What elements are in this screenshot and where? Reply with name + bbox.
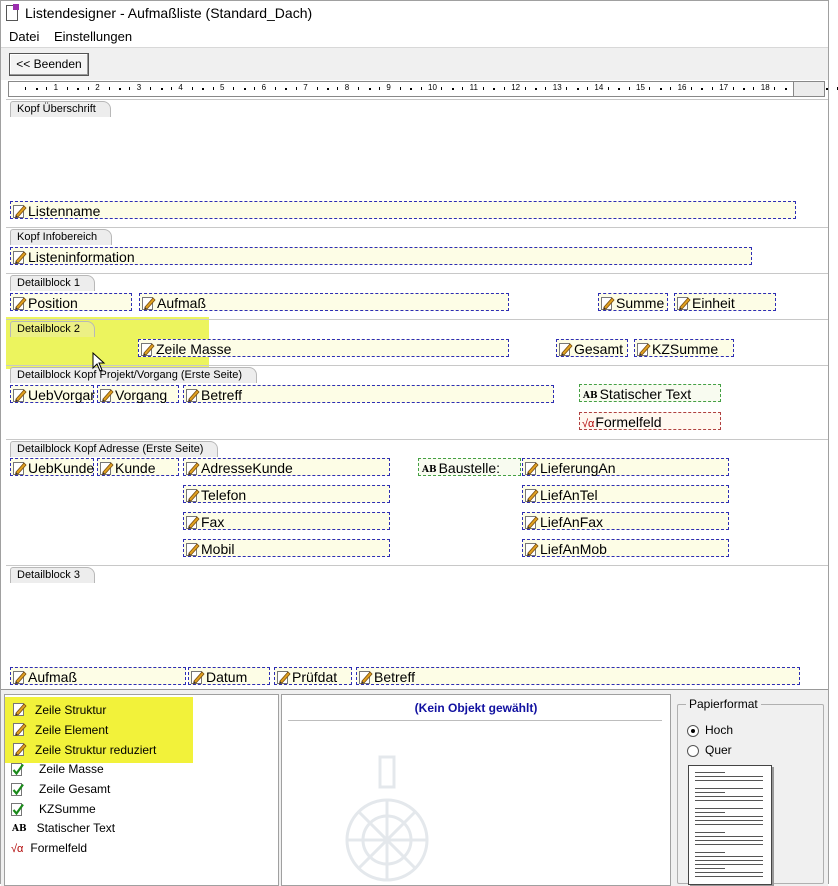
radio-quer[interactable] [687, 745, 699, 757]
pen-icon [13, 296, 27, 310]
ruler-number: 7 [303, 83, 308, 92]
ruler-tick [410, 88, 412, 90]
ruler-tick [462, 87, 463, 90]
ruler-number: 18 [760, 83, 770, 92]
ruler-number: 17 [719, 83, 729, 92]
field-kunde[interactable] [97, 458, 179, 476]
menu-datei[interactable]: Datei [9, 29, 40, 44]
field-kzsumme[interactable] [634, 339, 734, 357]
ruler-tick [77, 88, 79, 90]
paper-line [695, 792, 725, 793]
ruler-tick [129, 87, 130, 90]
ruler-tick [587, 87, 588, 90]
formula-icon: √α [582, 418, 595, 430]
paper-line [695, 872, 763, 873]
ruler-number: 13 [552, 83, 562, 92]
ruler-tick [608, 87, 609, 90]
ab-icon: AB [583, 391, 598, 401]
ruler-tick [712, 87, 713, 90]
field-d3-aufmass[interactable] [10, 667, 186, 685]
beenden-button[interactable]: << Beenden [9, 53, 89, 76]
paper-line [695, 852, 725, 853]
field-d3-datum[interactable] [188, 667, 270, 685]
ab-icon: AB [12, 824, 27, 834]
field-label: Telefon [201, 487, 247, 503]
paper-line [695, 800, 763, 801]
field-uebkunde[interactable] [10, 458, 94, 476]
field-label: LieferungAn [540, 460, 616, 476]
ruler-tick [774, 87, 775, 90]
papierformat-group [677, 697, 824, 884]
tree-item-label: KZSumme [39, 802, 96, 816]
ruler-tick [296, 87, 297, 90]
menu-bar [1, 27, 828, 47]
ruler-tick [213, 87, 214, 90]
ruler-tick [670, 87, 671, 90]
ruler-number: 2 [95, 83, 100, 92]
ruler-tick [660, 88, 662, 90]
field-d3-pruefdatum[interactable] [274, 667, 352, 685]
paper-line [695, 816, 763, 817]
paper-line [695, 824, 763, 825]
field-label: Kunde [115, 460, 156, 476]
tree-item-zeile-struktur-reduziert[interactable] [11, 741, 156, 759]
tree-item-formelfeld[interactable] [11, 839, 87, 857]
tree-item-statischer-text[interactable] [11, 819, 115, 837]
band-kopf-adresse[interactable] [6, 439, 828, 457]
ruler-tick [25, 87, 26, 90]
tree-item-zeile-gesamt[interactable] [11, 780, 110, 798]
field-label: Gesamt [574, 341, 624, 357]
ruler-tick [525, 87, 526, 90]
pen-icon [13, 250, 27, 264]
tree-item-label: Zeile Struktur reduziert [35, 743, 157, 757]
ruler-tick [566, 87, 567, 90]
ruler-tick [504, 87, 505, 90]
ruler-number: 15 [636, 83, 645, 92]
field-label: Prüfdat [292, 669, 338, 685]
ruler-tick [327, 88, 329, 90]
pen-icon [100, 388, 114, 402]
band-tab[interactable]: Detailblock 2 [10, 321, 95, 337]
element-tree[interactable] [4, 694, 279, 886]
check-icon [11, 762, 25, 776]
pen-icon [13, 742, 27, 756]
ruler-number: 16 [677, 83, 687, 92]
band-tab[interactable]: Detailblock 1 [10, 275, 95, 291]
ruler-tick [202, 88, 204, 90]
ruler-tick [254, 87, 255, 90]
tree-item-label: Zeile Element [35, 723, 109, 737]
band-detailblock-3[interactable] [6, 565, 828, 583]
pen-icon [13, 702, 27, 716]
ruler-tick [733, 87, 734, 90]
field-label: Betreff [201, 387, 242, 403]
paper-line [695, 812, 725, 813]
pen-icon [525, 488, 539, 502]
pen-icon [13, 204, 27, 218]
field-label: Aufmaß [28, 669, 78, 685]
tree-item-label: Zeile Gesamt [39, 782, 111, 796]
ruler-number: 5 [220, 83, 225, 92]
ruler-tick [285, 88, 287, 90]
ruler-tick [618, 88, 620, 90]
pen-icon [525, 515, 539, 529]
tree-item-kzsumme[interactable] [11, 800, 96, 818]
pen-icon [142, 296, 156, 310]
field-uebvorgang[interactable] [10, 385, 94, 403]
pen-icon [559, 342, 573, 356]
paper-line [695, 844, 763, 845]
pen-icon [186, 542, 200, 556]
ruler-tick [244, 88, 246, 90]
ruler-tick [88, 87, 89, 90]
bottom-panel [1, 689, 828, 886]
field-statischer-text[interactable] [579, 384, 721, 402]
band-tab[interactable]: Detailblock Kopf Adresse (Erste Seite) [10, 441, 218, 457]
field-label: Datum [206, 669, 248, 685]
ruler-number: 1 [53, 83, 59, 92]
band-detailblock-1[interactable] [6, 273, 828, 291]
menu-einstellungen[interactable]: Einstellungen [54, 29, 133, 44]
papierformat-legend: Papierformat [686, 697, 761, 711]
field-label: LiefAnFax [540, 514, 604, 530]
pen-icon [13, 722, 27, 736]
pen-icon [186, 388, 200, 402]
field-label: Listeninformation [28, 249, 135, 265]
field-position[interactable] [10, 293, 132, 311]
field-gesamt[interactable] [556, 339, 628, 357]
band-detailblock-2[interactable] [6, 319, 828, 337]
field-label: Mobil [201, 541, 235, 557]
ruler-tick [577, 88, 579, 90]
field-einheit[interactable] [674, 293, 776, 311]
pen-icon [13, 388, 27, 402]
paper-line [695, 788, 763, 789]
ruler-tick [629, 87, 630, 90]
ruler-tick [161, 88, 163, 90]
ruler-tick [275, 87, 276, 90]
field-label: Vorgang [115, 387, 168, 403]
paper-line [695, 796, 763, 797]
field-label: Formelfeld [595, 414, 662, 430]
paper-line [695, 776, 763, 777]
field-liefantel[interactable] [522, 485, 729, 503]
ruler-tick [421, 87, 422, 90]
field-label: LiefAnMob [540, 541, 607, 557]
pen-icon [277, 670, 291, 684]
paper-line [695, 836, 763, 837]
paper-line [695, 868, 725, 869]
tree-item-label: Statischer Text [36, 821, 116, 835]
paper-line [695, 876, 763, 877]
ruler-tick [701, 88, 703, 90]
ruler-tick [826, 88, 828, 90]
ruler-tick [837, 87, 838, 90]
tree-item-zeile-masse[interactable] [11, 760, 104, 778]
ruler-number: 9 [386, 83, 391, 92]
tree-item-label: Zeile Masse [39, 762, 104, 776]
radio-hoch[interactable] [687, 725, 699, 737]
ruler-tick [233, 87, 234, 90]
ruler-number: 3 [136, 83, 142, 92]
field-label: Zeile Masse [156, 341, 232, 357]
pen-icon [186, 515, 200, 529]
app-icon [6, 5, 18, 21]
pen-icon [191, 670, 205, 684]
check-icon [11, 782, 25, 796]
band-tab[interactable]: Detailblock 3 [10, 567, 95, 583]
band-tab[interactable]: Detailblock Kopf Projekt/Vorgang (Erste Seite) [10, 367, 257, 383]
pen-icon [141, 342, 155, 356]
field-baustelle[interactable] [418, 458, 521, 476]
field-formelfeld[interactable] [579, 412, 721, 430]
field-mobil[interactable] [183, 539, 390, 557]
paper-line [695, 820, 763, 821]
field-label: LiefAnTel [540, 487, 598, 503]
tree-item-zeile-element[interactable] [11, 721, 108, 739]
pen-icon [186, 488, 200, 502]
ruler-tick [192, 87, 193, 90]
band-kopf-ueberschrift[interactable] [6, 99, 828, 117]
pen-icon [637, 342, 651, 356]
ruler-tick [150, 87, 151, 90]
ruler-tick [452, 88, 454, 90]
ruler-tick [545, 87, 546, 90]
pen-icon [186, 461, 200, 475]
field-label: Fax [201, 514, 225, 530]
ruler-tick [483, 87, 484, 90]
toolbar [1, 47, 828, 80]
ruler-tick [441, 87, 442, 90]
tree-item-label: Zeile Struktur [35, 703, 107, 717]
field-listeninformation[interactable] [10, 247, 752, 265]
band-tab[interactable]: Kopf Infobereich [10, 229, 112, 245]
pen-icon [13, 670, 27, 684]
field-aufmass[interactable] [139, 293, 509, 311]
field-telefon[interactable] [183, 485, 390, 503]
window-title: Listendesigner - Aufmaßliste (Standard_Dach) [25, 5, 313, 21]
pen-icon [13, 461, 27, 475]
field-adressekunde[interactable] [183, 458, 390, 476]
tree-item-zeile-struktur[interactable] [11, 701, 106, 719]
field-betreff[interactable] [183, 385, 554, 403]
ruler-tick [753, 87, 754, 90]
ruler-tick [493, 88, 495, 90]
field-liefanfax[interactable] [522, 512, 729, 530]
pen-icon [525, 542, 539, 556]
pen-icon [359, 670, 373, 684]
ruler [8, 81, 795, 97]
ruler-number: 10 [428, 83, 437, 92]
ruler-tick [317, 87, 318, 90]
pen-icon [525, 461, 539, 475]
radio-hoch-label[interactable]: Hoch [705, 723, 734, 737]
ruler-tick [379, 87, 380, 90]
paper-thumbnail [688, 765, 772, 885]
ruler-tick [369, 88, 371, 90]
preview-divider [288, 720, 662, 721]
design-area[interactable] [6, 97, 828, 687]
field-label: Statischer Text [599, 386, 692, 402]
field-lieferungan[interactable] [522, 458, 729, 476]
pen-icon [677, 296, 691, 310]
band-kopf-projekt-vorgang[interactable] [6, 365, 828, 383]
field-label: UebKunde [28, 460, 95, 476]
title-bar [1, 1, 828, 25]
band-kopf-infobereich[interactable] [6, 227, 828, 245]
preview-panel [281, 694, 671, 886]
paper-line [695, 772, 725, 773]
paper-line [695, 808, 763, 809]
band-tab[interactable]: Kopf Überschrift [10, 101, 111, 117]
field-label: UebVorgar [28, 387, 95, 403]
radio-quer-label[interactable]: Quer [705, 743, 732, 757]
ruler-number: 14 [594, 83, 604, 92]
tree-item-label: Formelfeld [30, 841, 88, 855]
watermark-gear-icon [332, 755, 442, 885]
ruler-tick [743, 88, 745, 90]
ruler-number: 8 [344, 83, 350, 92]
paper-line [695, 860, 763, 861]
ruler-tick [535, 88, 537, 90]
field-label: Position [28, 295, 78, 311]
ruler-tick [46, 87, 47, 90]
ruler-number: 11 [469, 83, 478, 92]
field-label: Aufmaß [157, 295, 207, 311]
ruler-tick [400, 87, 401, 90]
ruler-tick [171, 87, 172, 90]
formula-icon: √α [11, 843, 24, 855]
ruler-number: 6 [261, 83, 267, 92]
ab-icon: AB [422, 465, 437, 475]
field-zeile-masse[interactable] [138, 339, 509, 357]
paper-line [695, 840, 763, 841]
ruler-tick [119, 88, 121, 90]
ruler-tick [109, 87, 110, 90]
check-icon [11, 802, 25, 816]
ruler-tick [691, 87, 692, 90]
paper-line [695, 780, 763, 781]
field-label: Baustelle: [438, 460, 501, 476]
field-listenname[interactable] [10, 201, 796, 219]
field-liefanmob[interactable] [522, 539, 729, 557]
preview-title: (Kein Objekt gewählt) [414, 701, 538, 715]
field-d3-betreff[interactable] [356, 667, 800, 685]
ruler-number: 12 [511, 83, 521, 92]
field-fax[interactable] [183, 512, 390, 530]
field-label: Betreff [374, 669, 415, 685]
pen-icon [100, 461, 114, 475]
field-label: AdresseKunde [201, 460, 293, 476]
ruler-tick [358, 87, 359, 90]
ruler-tick [649, 87, 650, 90]
field-label: Summe [616, 295, 665, 311]
paper-line [695, 864, 763, 865]
paper-line [695, 856, 763, 857]
ruler-tick [36, 88, 38, 90]
field-label: Einheit [692, 295, 735, 311]
mouse-cursor-icon [92, 352, 106, 372]
ruler-scroll-end [793, 81, 825, 97]
pen-icon [601, 296, 615, 310]
ruler-tick [67, 87, 68, 90]
field-summe[interactable] [598, 293, 668, 311]
ruler-number: 4 [178, 83, 183, 92]
field-label: KZSumme [652, 341, 719, 357]
field-vorgang[interactable] [97, 385, 179, 403]
ruler-tick [337, 87, 338, 90]
paper-line [695, 832, 725, 833]
field-label: Listenname [28, 203, 101, 219]
ruler-tick [785, 88, 787, 90]
